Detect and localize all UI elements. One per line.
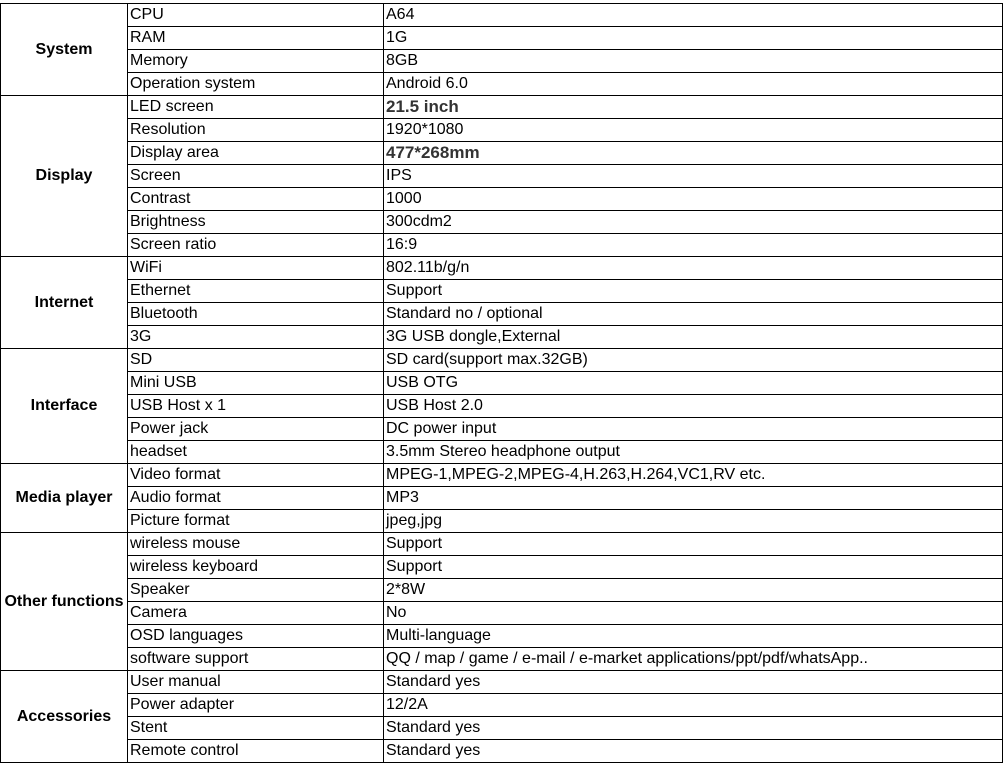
category-cell: Media player (1, 464, 128, 533)
spec-label: SD (128, 349, 384, 372)
spec-row (1, 694, 1003, 717)
category-cell: Accessories (1, 671, 128, 763)
spec-label: Ethernet (128, 280, 384, 303)
spec-row (1, 349, 1003, 372)
spec-label: Screen ratio (128, 234, 384, 257)
spec-value: QQ / map / game / e-mail / e-market applications/ppt/pdf/whatsApp.. (384, 648, 1003, 671)
spec-value: MPEG-1,MPEG-2,MPEG-4,H.263,H.264,VC1,RV etc. (384, 464, 1003, 487)
spec-row (1, 418, 1003, 441)
spec-label: Mini USB (128, 372, 384, 395)
spec-label: Audio format (128, 487, 384, 510)
spec-row (1, 234, 1003, 257)
spec-label: Resolution (128, 119, 384, 142)
spec-label: wireless keyboard (128, 556, 384, 579)
spec-row (1, 717, 1003, 740)
spec-label: USB Host x 1 (128, 395, 384, 418)
spec-value: Support (384, 556, 1003, 579)
spec-value: Support (384, 280, 1003, 303)
spec-value: 2*8W (384, 579, 1003, 602)
spec-value: 16:9 (384, 234, 1003, 257)
spec-sheet (0, 3, 1004, 763)
spec-row (1, 648, 1003, 671)
spec-value: 1000 (384, 188, 1003, 211)
spec-row (1, 625, 1003, 648)
spec-label: Brightness (128, 211, 384, 234)
spec-label: Contrast (128, 188, 384, 211)
spec-row (1, 602, 1003, 625)
spec-row (1, 372, 1003, 395)
spec-row (1, 257, 1003, 280)
spec-value: DC power input (384, 418, 1003, 441)
spec-row (1, 326, 1003, 349)
spec-label: RAM (128, 27, 384, 50)
spec-value: 1G (384, 27, 1003, 50)
spec-label: OSD languages (128, 625, 384, 648)
spec-label: 3G (128, 326, 384, 349)
category-cell: Internet (1, 257, 128, 349)
spec-value: Support (384, 533, 1003, 556)
spec-value: 21.5 inch (384, 96, 1003, 119)
spec-value: Standard yes (384, 717, 1003, 740)
spec-value: MP3 (384, 487, 1003, 510)
spec-label: Screen (128, 165, 384, 188)
spec-value: USB OTG (384, 372, 1003, 395)
spec-row (1, 671, 1003, 694)
spec-value: 8GB (384, 50, 1003, 73)
spec-value: No (384, 602, 1003, 625)
spec-row (1, 556, 1003, 579)
spec-label: Camera (128, 602, 384, 625)
spec-label: Display area (128, 142, 384, 165)
spec-label: headset (128, 441, 384, 464)
spec-value: 12/2A (384, 694, 1003, 717)
spec-label: CPU (128, 4, 384, 27)
spec-value: jpeg,jpg (384, 510, 1003, 533)
spec-row (1, 211, 1003, 234)
spec-value: USB Host 2.0 (384, 395, 1003, 418)
spec-label: Video format (128, 464, 384, 487)
spec-row (1, 142, 1003, 165)
spec-label: Memory (128, 50, 384, 73)
spec-row (1, 96, 1003, 119)
spec-row (1, 395, 1003, 418)
spec-value: Android 6.0 (384, 73, 1003, 96)
spec-label: Speaker (128, 579, 384, 602)
category-cell: Interface (1, 349, 128, 464)
spec-row (1, 119, 1003, 142)
spec-value: A64 (384, 4, 1003, 27)
spec-row (1, 303, 1003, 326)
category-cell: System (1, 4, 128, 96)
spec-row (1, 188, 1003, 211)
spec-value: Standard no / optional (384, 303, 1003, 326)
spec-value: IPS (384, 165, 1003, 188)
spec-label: Picture format (128, 510, 384, 533)
spec-value: SD card(support max.32GB) (384, 349, 1003, 372)
spec-label: WiFi (128, 257, 384, 280)
spec-value: Multi-language (384, 625, 1003, 648)
spec-row (1, 280, 1003, 303)
spec-label: Bluetooth (128, 303, 384, 326)
spec-value: Standard yes (384, 671, 1003, 694)
spec-table (0, 3, 1003, 763)
spec-row (1, 50, 1003, 73)
spec-value: 300cdm2 (384, 211, 1003, 234)
spec-value: 3G USB dongle,External (384, 326, 1003, 349)
category-cell: Display (1, 96, 128, 257)
spec-label: Stent (128, 717, 384, 740)
spec-row (1, 533, 1003, 556)
spec-row (1, 165, 1003, 188)
spec-label: User manual (128, 671, 384, 694)
spec-row (1, 27, 1003, 50)
spec-label: software support (128, 648, 384, 671)
spec-value: 3.5mm Stereo headphone output (384, 441, 1003, 464)
spec-row (1, 73, 1003, 96)
spec-row (1, 579, 1003, 602)
spec-row (1, 464, 1003, 487)
spec-value: 477*268mm (384, 142, 1003, 165)
spec-value: 1920*1080 (384, 119, 1003, 142)
spec-label: Power adapter (128, 694, 384, 717)
spec-row (1, 487, 1003, 510)
spec-value: Standard yes (384, 740, 1003, 763)
spec-label: LED screen (128, 96, 384, 119)
category-cell: Other functions (1, 533, 128, 671)
spec-label: Power jack (128, 418, 384, 441)
spec-row (1, 441, 1003, 464)
spec-row (1, 740, 1003, 763)
spec-value: 802.11b/g/n (384, 257, 1003, 280)
spec-label: wireless mouse (128, 533, 384, 556)
spec-row (1, 510, 1003, 533)
spec-label: Remote control (128, 740, 384, 763)
spec-label: Operation system (128, 73, 384, 96)
spec-row (1, 4, 1003, 27)
spec-table-body (1, 4, 1003, 763)
